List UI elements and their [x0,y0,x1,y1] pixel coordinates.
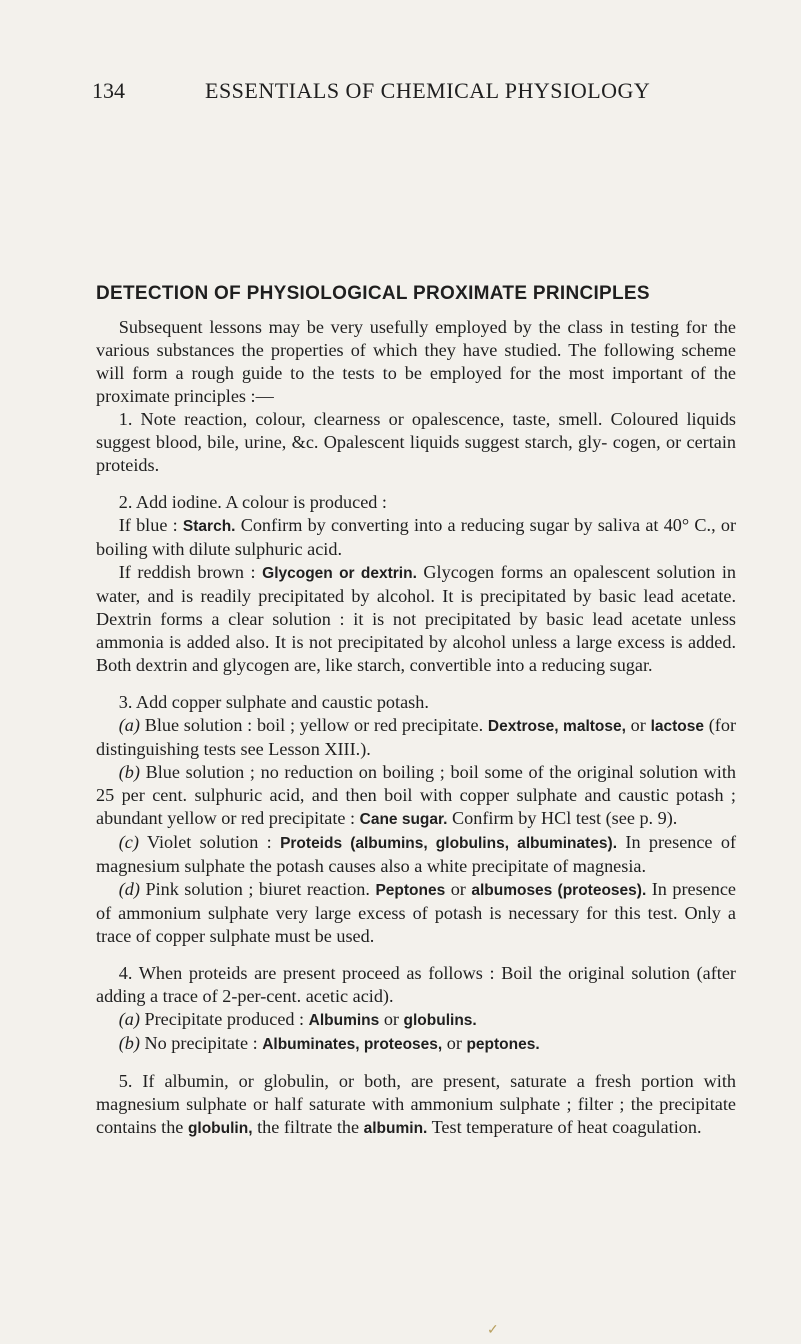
step-2-lead: 2. Add iodine. A colour is produced : [118,492,387,512]
running-title: ESSENTIALS OF CHEMICAL PHYSIOLOGY [205,78,651,103]
running-head [0,78,801,108]
step-4b: (b) No precipitate : Albuminates, proteoses, or peptones. [118,1033,540,1053]
step-2-blue: If blue : Starch. Confirm by converting into a reducing sugar by saliva at 40° C., or boiling with dilute sulphuric acid. [96,515,736,559]
keyword: Dextrose, maltose, [487,718,626,735]
keyword: peptones. [466,1036,540,1053]
keyword: Glycogen or dextrin. [262,565,417,582]
step-4-lead: 4. When proteids are present proceed as follows : Boil the original solution (after adding a trace of 2-per-cent. acetic acid). [96,963,736,1006]
keyword: Albuminates, proteoses, [262,1036,443,1053]
step-3c: (c) Violet solution : Proteids (albumins, globulins, albuminates). In presence of magnesium sulphate the potash causes also a white precipitate of magnesia. [96,832,737,876]
step-4a: (a) Precipitate produced : Albumins or globulins. [118,1009,477,1029]
keyword: Cane sugar. [359,811,448,828]
keyword: Proteids (albumins, globulins, albuminates). [280,835,618,852]
keyword: Starch. [182,518,236,535]
step-3d: (d) Pink solution ; biuret reaction. Peptones or albumoses (proteoses). In presence of ammonium sulphate very large excess of potash is necessary for this test. Only a trace of copper sulphate must be used. [96,879,736,946]
keyword: lactose [650,718,704,735]
keyword: albumoses (proteoses). [471,882,647,899]
step-3a: (a) Blue solution : boil ; yellow or red precipitate. Dextrose, maltose, or lactose (for distinguishing tests see Lesson XIII.). [96,715,737,759]
page-number: 134 [92,78,125,103]
step-3b: (b) Blue solution ; no reduction on boiling ; boil some of the original solution with 25 per cent. sulphuric acid, and then boil with copper sulphate and caustic potash ; abundant yellow or red precipitate : Cane sugar. Confirm by HCl test (see p. 9). [96,762,736,828]
keyword: globulins. [403,1012,477,1029]
keyword: globulin, [187,1120,253,1137]
keyword: albumin. [363,1120,428,1137]
step-5-paragraph: 5. If albumin, or globulin, or both, are present, saturate a fresh portion with magnesium sulphate or half saturate with ammonium sulphate ; filter ; the precipitate contains the globulin, the filtrate the albumin. Test temperature of heat coagulation. [96,1071,736,1137]
body-text [96,316,736,1140]
pencil-mark-icon: ✓ [487,1323,499,1338]
step-3-lead: 3. Add copper sulphate and caustic potash. [118,692,429,712]
keyword: Peptones [375,882,446,899]
intro-paragraph: Subsequent lessons may be very usefully employed by the class in testing for the various substances the properties of which they have studied. The following scheme will form a rough guide to the tests to be employed for the most important of the proximate principles :— [96,317,736,406]
keyword: Albumins [308,1012,380,1029]
section-heading: DETECTION OF PHYSIOLOGICAL PROXIMATE PRINCIPLES [96,283,650,304]
step-2-brown: If reddish brown : Glycogen or dextrin. Glycogen forms an opalescent solution in water, and is readily precipitated by alcohol. It is precipitated by basic lead acetate. Dextrin forms a clear solution : it is not precipitated by basic lead acetate unless ammonia is added also. It is not precipitated by alcohol unless a large excess is added. Both dextrin and glycogen are, like starch, convertible into a reducing sugar. [96,562,736,675]
step-1-paragraph: 1. Note reaction, colour, clearness or opalescence, taste, smell. Coloured liquids suggest blood, bile, urine, &c. Opalescent liquids suggest starch, gly- cogen, or certain proteids. [96,409,736,475]
